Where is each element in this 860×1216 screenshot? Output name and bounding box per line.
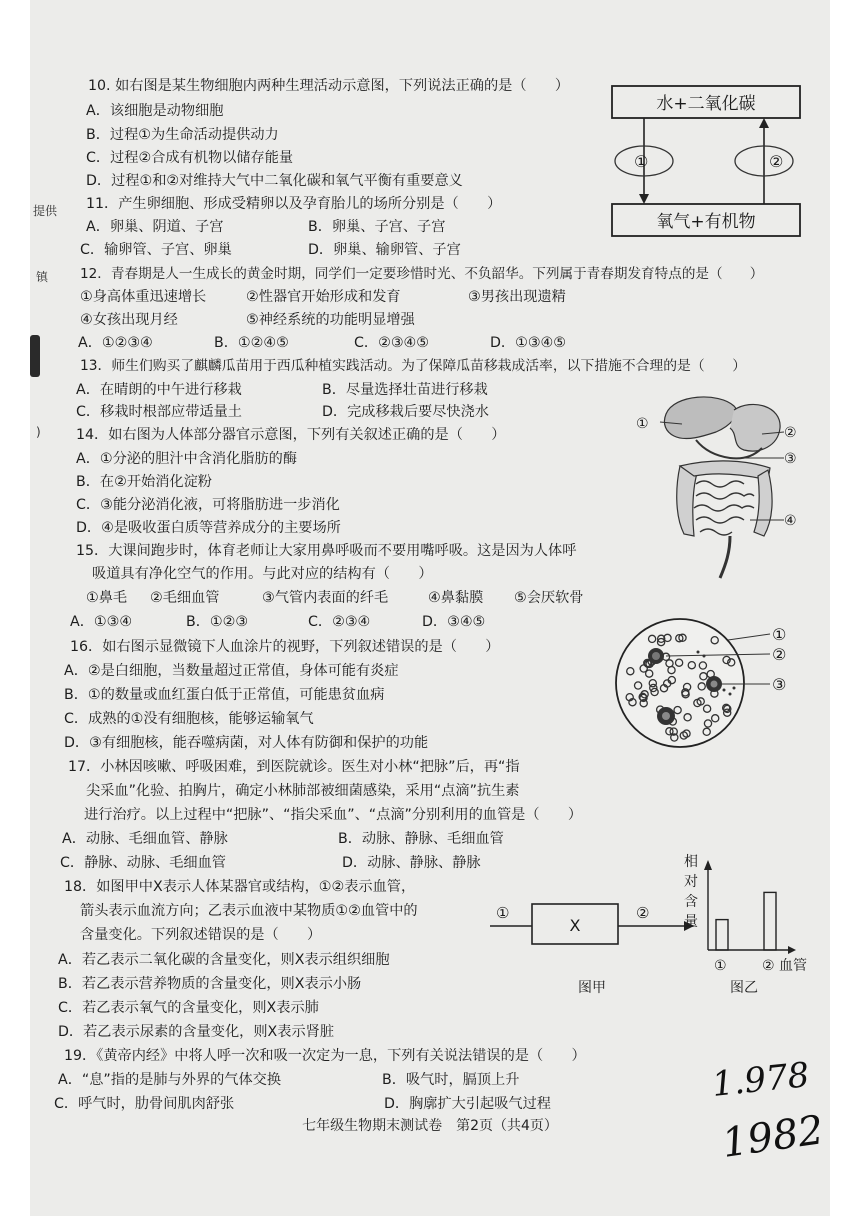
q18-stem-line2: 箭头表示血流方向；乙表示血液中某物质①②血管中的 [80,903,418,919]
fig18-yi-chart [680,848,820,998]
fig16-label-3: ③ [772,675,787,694]
q18-option-c: C．若乙表示氧气的含量变化，则X表示肺 [58,1000,319,1016]
q17-stem-line2: 尖采血”化验、拍胸片，确定小林肺部被细菌感染，采用“点滴”抗生素 [86,783,520,799]
fig18-yi-ylabel-2: 对 [684,874,698,890]
q12-stem: 12．青春期是人一生成长的黄金时期，同学们一定要珍惜时光、不负韶华。下列属于青春期发育特点的是（ ） [80,266,764,282]
q12-item-3: ③男孩出现遗精 [468,289,566,305]
q18-option-a: A．若乙表示二氧化碳的含量变化，则X表示组织细胞 [58,952,390,968]
fig14-liver [664,397,736,439]
q17-stem-line3: 进行治疗。以上过程中“把脉”、“指尖采血”、“点滴”分别利用的血管是（ ） [84,807,583,823]
q15-item-5: ⑤会厌软骨 [514,590,584,606]
q16-option-b: B．①的数量或血红蛋白低于正常值，可能患贫血病 [64,687,385,703]
handwriting-1: 1.978 [710,1055,812,1105]
q15-stem-line1: 15．大课间跑步时，体育老师让大家用鼻呼吸而不要用嘴呼吸。这是因为人体呼 [76,543,577,559]
fig18-jia-diagram [486,880,700,1000]
q11-option-b: B．卵巢、子宫、子宫 [308,219,446,235]
edge-mark-2: 镇 [36,270,49,284]
q15-stem-line2: 吸道具有净化空气的作用。与此对应的结构有（ ） [92,566,433,582]
q15-option-a: A．①③④ [70,614,133,630]
fig18-yi-bar-2 [764,892,776,950]
fig16-label-1: ① [772,625,787,644]
q13-option-c: C．移栽时根部应带适量土 [76,404,242,420]
q16-option-d: D．③有细胞核，能吞噬病菌，对人体有防御和保护的功能 [64,735,429,751]
fig18-jia-caption: 图甲 [578,980,606,996]
q16-option-c: C．成熟的①没有细胞核，能够运输氧气 [64,711,314,727]
q12-item-1: ①身高体重迅速增长 [80,289,207,305]
fig10-arrow-down-icon [639,194,649,204]
q13-stem: 13．师生们购买了麒麟瓜苗用于西瓜种植实践活动。为了保障瓜苗移栽成活率，以下措施不合理的是（ ） [80,358,747,374]
fig14-label-1: ① [636,416,649,432]
q14-option-b: B．在②开始消化淀粉 [76,474,212,490]
q19-option-d: D．胸廓扩大引起吸气过程 [384,1096,551,1112]
q17-option-b: B．动脉、静脉、毛细血管 [338,831,504,847]
fig18-yi-ylabel-4: 量 [684,914,698,930]
fig16-blood-smear [608,616,818,756]
binding-hole-mark [30,335,40,377]
q15-option-d: D．③④⑤ [422,614,486,630]
page-footer: 七年级生物期末测试卷 第2页（共4页） [302,1118,558,1134]
fig14-label-2: ② [784,425,797,441]
q12-option-d: D．①③④⑤ [490,335,566,351]
q10-option-d: D．过程①和②对维持大气中二氧化碳和氧气平衡有重要意义 [86,173,463,189]
q10-option-c: C．过程②合成有机物以储存能量 [86,150,294,166]
q17-option-a: A．动脉、毛细血管、静脉 [62,831,228,847]
q14-option-a: A．①分泌的胆汁中含消化脂肪的酶 [76,451,298,467]
q10-option-a: A．该细胞是动物细胞 [86,103,224,119]
q15-item-2: ②毛细血管 [150,590,220,606]
fig14-stomach [730,404,780,451]
fig14-label-3: ③ [784,451,797,467]
q11-stem: 11．产生卵细胞、形成受精卵以及孕育胎儿的场所分别是（ ） [86,196,502,212]
edge-mark-3: ) [36,425,41,439]
q11-option-c: C．输卵管、子宫、卵巢 [80,242,232,258]
handwriting-2: 1982 [719,1107,827,1167]
fig14-small-intestine [694,481,754,535]
fig18-yi-x-label-1: ① [714,958,727,974]
q12-item-4: ④女孩出现月经 [80,312,178,328]
q14-stem: 14．如右图为人体部分器官示意图，下列有关叙述正确的是（ ） [76,427,506,443]
fig14-label-4: ④ [784,513,797,529]
fig18-yi-caption: 图乙 [730,980,758,996]
fig10-top-text: 水+二氧化碳 [656,94,756,114]
q19-stem: 19．《黄帝内经》中将人呼一次和吸一次定为一息，下列有关说法错误的是（ ） [64,1048,586,1064]
q18-option-b: B．若乙表示营养物质的含量变化，则X表示小肠 [58,976,362,992]
q18-option-d: D．若乙表示尿素的含量变化，则X表示肾脏 [58,1024,335,1040]
q19-option-c: C．呼气时，肋骨间肌肉舒张 [54,1096,235,1112]
q16-stem: 16．如右图示显微镜下人血涂片的视野，下列叙述错误的是（ ） [70,639,500,655]
q10-option-b: B．过程①为生命活动提供动力 [86,127,279,143]
q19-option-a: A．“息”指的是肺与外界的气体交换 [58,1072,282,1088]
fig18-yi-ylabel-3: 含 [684,894,698,910]
q15-item-1: ①鼻毛 [86,590,128,606]
fig10-label-2: ② [769,152,784,171]
fig18-yi-x-label-2: ② [762,958,775,974]
fig18-yi-x-unit: 血管 [779,958,807,974]
q12-option-c: C．②③④⑤ [354,335,429,351]
q12-option-b: B．①②④⑤ [214,335,289,351]
fig18-jia-in-label: ① [496,904,510,922]
q14-option-c: C．③能分泌消化液，可将脂肪进一步消化 [76,497,340,513]
q16-option-a: A．②是白细胞，当数量超过正常值，身体可能有炎症 [64,663,399,679]
q13-option-b: B．尽量选择壮苗进行移栽 [322,382,488,398]
q15-item-3: ③气管内表面的纤毛 [262,590,389,606]
q18-stem-line3: 含量变化。下列叙述错误的是（ ） [80,927,322,943]
q11-option-d: D．卵巢、输卵管、子宫 [308,242,461,258]
q12-option-a: A．①②③④ [78,335,153,351]
fig10-arrow-up-icon [759,118,769,128]
fig16-label-2: ② [772,645,787,664]
fig18-jia-x-label: X [569,916,581,935]
q13-option-a: A．在晴朗的中午进行移栽 [76,382,242,398]
fig10-bottom-text: 氧气+有机物 [656,212,756,232]
fig10-label-1: ① [634,152,649,171]
q17-option-c: C．静脉、动脉、毛细血管 [60,855,226,871]
fig10-process-diagram [604,76,804,272]
q18-stem-line1: 18．如图甲中X表示人体某器官或结构，①②表示血管， [64,879,416,895]
q19-option-b: B．吸气时，膈顶上升 [382,1072,520,1088]
q13-option-d: D．完成移栽后要尽快浇水 [322,404,489,420]
q14-option-d: D．④是吸收蛋白质等营养成分的主要场所 [76,520,341,536]
edge-mark-1: 提供 [33,204,58,218]
q15-option-b: B．①②③ [186,614,249,630]
q11-option-a: A．卵巢、阴道、子宫 [86,219,224,235]
q15-item-4: ④鼻黏膜 [428,590,484,606]
fig18-yi-bar-1 [716,920,728,950]
q12-item-2: ②性器官开始形成和发育 [246,289,401,305]
fig18-yi-ylabel-1: 相 [684,854,698,870]
q10-stem: 10. 如右图是某生物细胞内两种生理活动示意图，下列说法正确的是（ ） [88,78,570,94]
q17-stem-line1: 17．小林因咳嗽、呼吸困难，到医院就诊。医生对小林“把脉”后，再“指 [68,759,520,775]
fig14-digestive-organs [634,384,814,584]
q17-option-d: D．动脉、静脉、静脉 [342,855,481,871]
fig18-jia-out-label: ② [636,904,650,922]
q12-item-5: ⑤神经系统的功能明显增强 [246,312,415,328]
q15-option-c: C．②③④ [308,614,371,630]
